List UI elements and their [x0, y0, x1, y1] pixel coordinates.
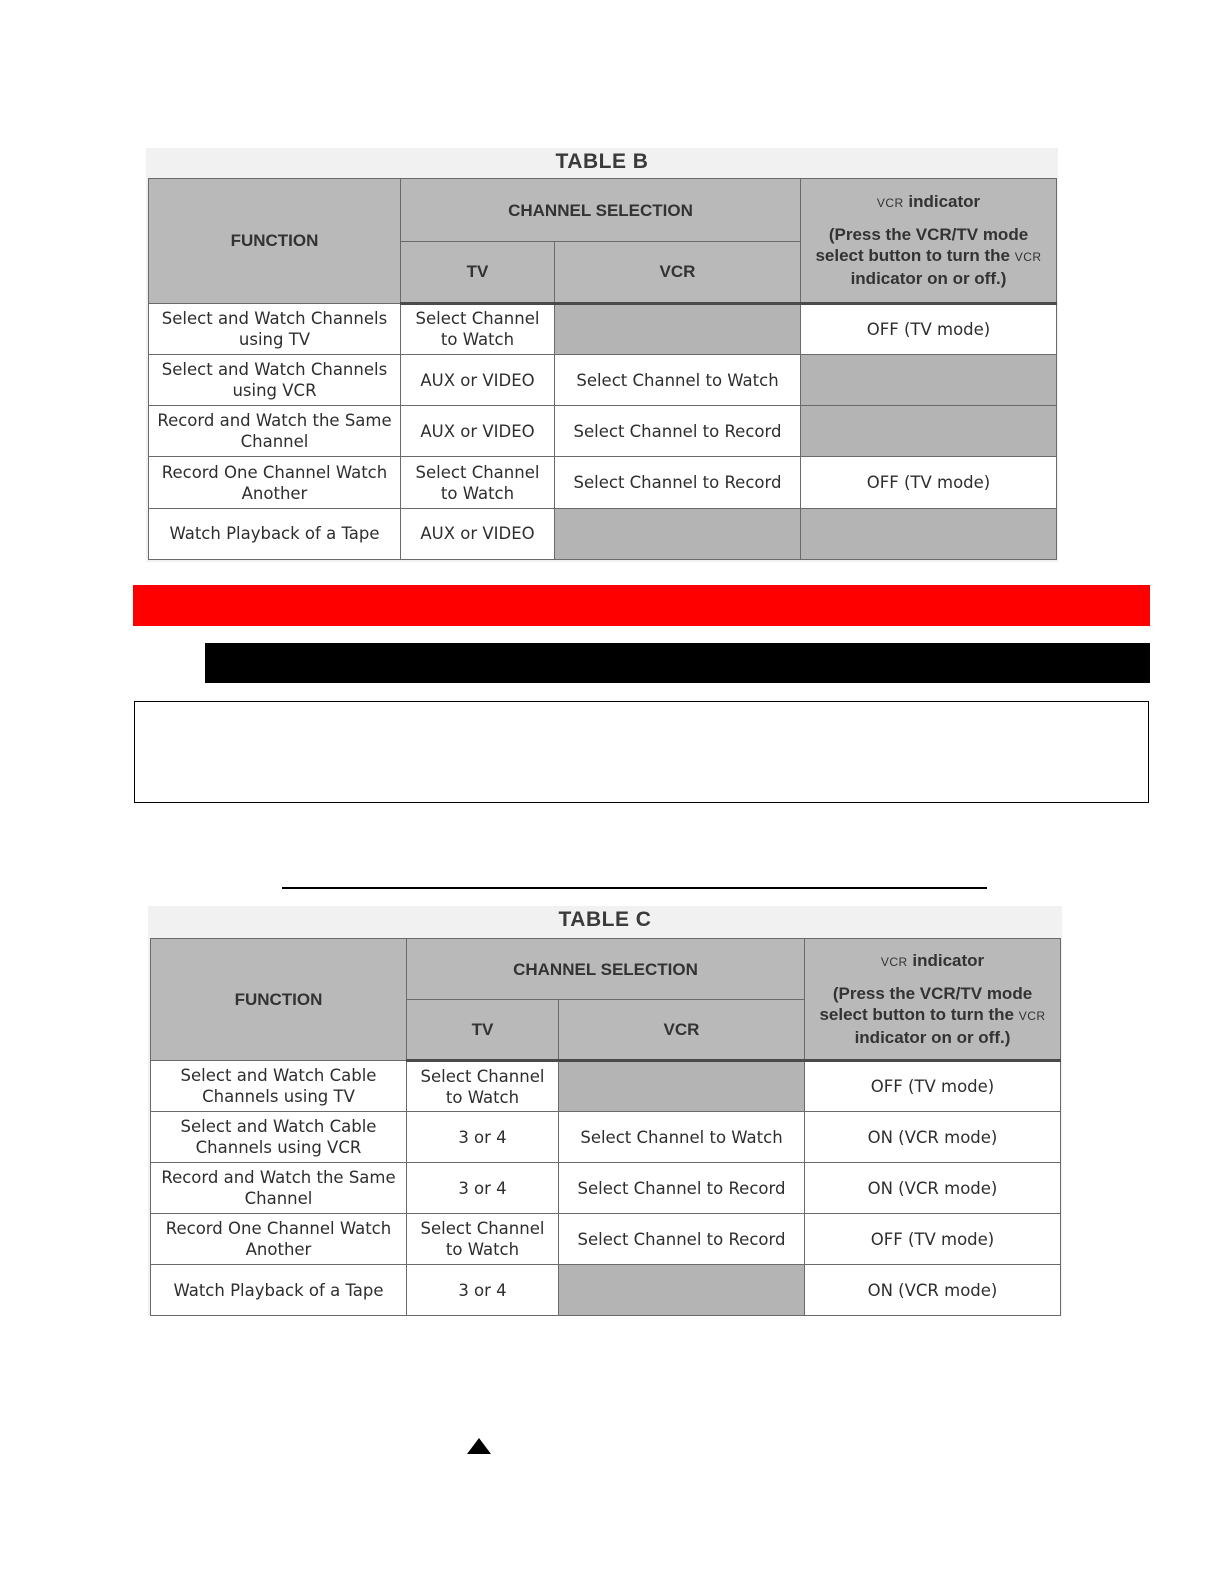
vcr-header: VCR — [559, 1000, 805, 1061]
table-row — [151, 1061, 1061, 1112]
indicator-cell: ON (VCR mode) — [805, 1265, 1061, 1316]
indicator-cell: ON (VCR mode) — [805, 1163, 1061, 1214]
note-box — [134, 701, 1149, 803]
channel-selection-header: CHANNEL SELECTION — [401, 179, 801, 242]
table-row — [149, 303, 1057, 354]
function-header: FUNCTION — [149, 179, 401, 304]
indicator-cell — [801, 406, 1057, 457]
indicator-note-2: indicator on or off.) — [850, 269, 1007, 289]
indicator-cell: OFF (TV mode) — [801, 457, 1057, 508]
vcr-cell — [559, 1265, 805, 1316]
indicator-note-1: (Press the VCR/TV mode select button to turn the — [819, 984, 1033, 1024]
table-row — [149, 457, 1057, 508]
vcr-indicator-prefix: VCR — [880, 955, 908, 969]
indicator-cell: OFF (TV mode) — [805, 1214, 1061, 1265]
vcr-cell: Select Channel to Watch — [555, 354, 801, 405]
table-row — [149, 406, 1057, 457]
vcr-cell: Select Channel to Record — [559, 1163, 805, 1214]
table-row — [151, 1214, 1061, 1265]
up-triangle-icon[interactable] — [467, 1438, 491, 1454]
tv-cell: Select Channel to Watch — [407, 1061, 559, 1112]
tv-cell: 3 or 4 — [407, 1265, 559, 1316]
tv-cell: AUX or VIDEO — [401, 406, 555, 457]
table-c-title: TABLE C — [558, 908, 652, 931]
function-cell: Record One Channel Watch Another — [151, 1214, 407, 1265]
table-row — [149, 354, 1057, 405]
function-cell: Select and Watch Cable Channels using VCR — [151, 1112, 407, 1163]
indicator-cell: OFF (TV mode) — [801, 303, 1057, 354]
indicator-cell — [801, 354, 1057, 405]
table-c — [150, 938, 1061, 1316]
vcr-cell — [559, 1061, 805, 1112]
function-cell: Record One Channel Watch Another — [149, 457, 401, 508]
function-cell: Select and Watch Cable Channels using TV — [151, 1061, 407, 1112]
horizontal-rule — [282, 887, 987, 889]
indicator-note-2: indicator on or off.) — [854, 1028, 1011, 1047]
indicator-cell: ON (VCR mode) — [805, 1112, 1061, 1163]
function-cell: Record and Watch the Same Channel — [151, 1163, 407, 1214]
function-header: FUNCTION — [151, 939, 407, 1061]
vcr-indicator-header — [801, 179, 1057, 304]
tv-cell: AUX or VIDEO — [401, 354, 555, 405]
indicator-cell — [801, 508, 1057, 559]
table-row — [151, 1163, 1061, 1214]
tv-cell: AUX or VIDEO — [401, 508, 555, 559]
tv-header: TV — [401, 242, 555, 303]
vcr-cell: Select Channel to Watch — [559, 1112, 805, 1163]
function-cell: Select and Watch Channels using TV — [149, 303, 401, 354]
vcr-indicator-prefix: VCR — [876, 196, 904, 211]
vcr-cell — [555, 303, 801, 354]
channel-selection-header: CHANNEL SELECTION — [407, 939, 805, 1000]
function-cell: Watch Playback of a Tape — [149, 508, 401, 559]
function-cell: Watch Playback of a Tape — [151, 1265, 407, 1316]
vcr-cell: Select Channel to Record — [559, 1214, 805, 1265]
tv-header: TV — [407, 1000, 559, 1061]
indicator-note-1: (Press the VCR/TV mode select button to turn the — [815, 225, 1029, 266]
black-heading-bar — [205, 643, 1150, 683]
tv-cell: Select Channel to Watch — [407, 1214, 559, 1265]
table-row — [151, 1112, 1061, 1163]
vcr-header: VCR — [555, 242, 801, 303]
red-heading-bar — [133, 585, 1150, 626]
vcr-indicator-header — [805, 939, 1061, 1061]
indicator-note-prefix: VCR — [1018, 1009, 1046, 1023]
table-b-title: TABLE B — [555, 150, 649, 173]
indicator-note-prefix: VCR — [1014, 250, 1042, 265]
indicator-cell: OFF (TV mode) — [805, 1061, 1061, 1112]
indicator-label: indicator — [912, 951, 985, 970]
vcr-cell: Select Channel to Record — [555, 457, 801, 508]
function-cell: Record and Watch the Same Channel — [149, 406, 401, 457]
tv-cell: 3 or 4 — [407, 1112, 559, 1163]
tv-cell: 3 or 4 — [407, 1163, 559, 1214]
vcr-cell — [555, 508, 801, 559]
indicator-label: indicator — [908, 192, 981, 212]
function-cell: Select and Watch Channels using VCR — [149, 354, 401, 405]
vcr-cell: Select Channel to Record — [555, 406, 801, 457]
table-row — [151, 1265, 1061, 1316]
tv-cell: Select Channel to Watch — [401, 303, 555, 354]
tv-cell: Select Channel to Watch — [401, 457, 555, 508]
table-b — [148, 178, 1057, 560]
table-row — [149, 508, 1057, 559]
